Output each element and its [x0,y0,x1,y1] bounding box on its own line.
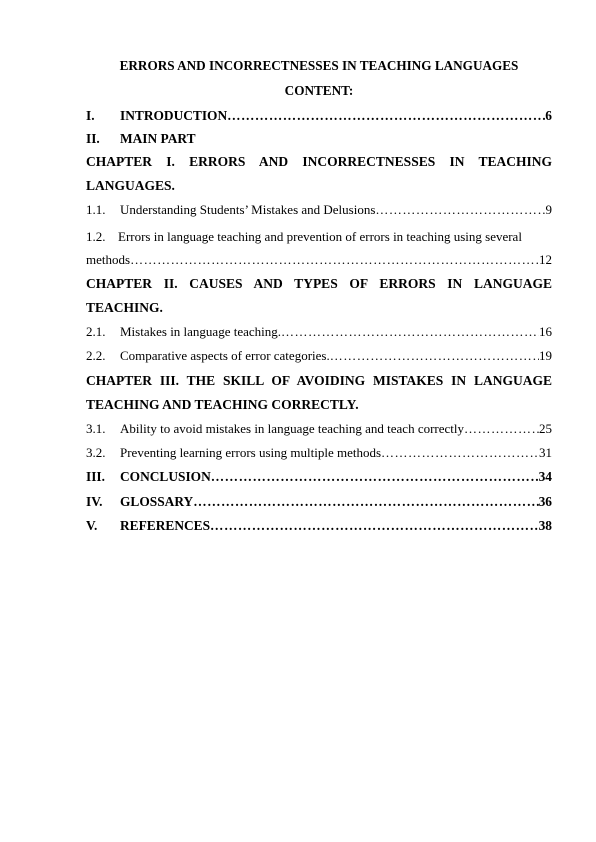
chapter-3-heading-line-1: CHAPTER III. THE SKILL OF AVOIDING MISTAKES IN LANGUAGE [86,373,552,388]
toc-label: Preventing learning errors using multiple methods [120,445,382,460]
toc-entry-glossary[interactable] [86,493,552,511]
toc-entry-3-2[interactable] [86,444,552,462]
toc-page-number: 12 [539,252,552,267]
toc-label: Understanding Students’ Mistakes and Delusions [120,202,376,217]
toc-label: REFERENCES [120,518,211,533]
dot-leader [381,444,539,462]
chapter-1-heading-line-1: CHAPTER I. ERRORS AND INCORRECTNESSES IN TEACHING [86,154,552,169]
toc-label: Mistakes in language teaching. [120,324,282,339]
toc-page-number: 6 [545,108,552,123]
toc-number: V. [86,518,98,533]
toc-page-number: 31 [539,445,552,460]
toc-label: Errors in language teaching and prevention of errors in teaching using several [118,229,522,244]
toc-entry-references[interactable] [86,517,552,535]
toc-label: Ability to avoid mistakes in language teaching and teach correctly [120,421,465,436]
toc-page-number: 19 [539,348,552,363]
toc-page-number: 25 [539,421,552,436]
toc-label: INTRODUCTION [120,108,228,123]
toc-entry-1-2-line-1[interactable] [86,228,552,246]
document-title: ERRORS AND INCORRECTNESSES IN TEACHING LANGUAGES [119,58,519,73]
toc-number: I. [86,108,95,123]
toc-entry-introduction[interactable] [86,107,552,125]
toc-number: III. [86,469,105,484]
toc-page-number: 34 [538,469,552,484]
toc-label: CONCLUSION [120,469,211,484]
chapter-2-heading-line-1: CHAPTER II. CAUSES AND TYPES OF ERRORS IN LANGUAGE [86,276,552,291]
toc-entry-3-1[interactable] [86,420,552,438]
toc-entry-main-part[interactable] [86,130,552,148]
dot-leader [375,201,545,219]
toc-label: Comparative aspects of error categories. [120,348,330,363]
toc-label: GLOSSARY [120,494,194,509]
toc-number: II. [86,131,100,146]
toc-page-number: 38 [538,518,552,533]
toc-page-number: 9 [545,202,552,217]
dot-leader [227,107,545,125]
content-heading: CONTENT: [284,83,354,98]
chapter-2-heading-line-2: TEACHING. [86,300,163,315]
dot-leader [211,468,539,486]
chapter-3-heading-line-2: TEACHING AND TEACHING CORRECTLY. [86,397,359,412]
toc-entry-2-2[interactable] [86,347,552,365]
chapter-1-heading-line-2: LANGUAGES. [86,178,175,193]
dot-leader [464,420,539,438]
toc-number: 2.1. [86,324,106,339]
dot-leader [330,347,539,365]
dot-leader [210,517,539,535]
dot-leader [130,251,539,269]
toc-entry-conclusion[interactable] [86,468,552,486]
toc-number: 1.1. [86,202,106,217]
toc-number: 1.2. [86,229,106,244]
toc-entry-1-1[interactable] [86,201,552,219]
toc-entry-2-1[interactable] [86,323,552,341]
toc-label: methods [86,252,131,267]
toc-entry-1-2-line-2[interactable] [86,251,552,269]
toc-number: 3.1. [86,421,106,436]
dot-leader [193,493,538,511]
toc-page-number: 16 [539,324,552,339]
toc-number: IV. [86,494,103,509]
dot-leader [281,323,539,341]
toc-number: 3.2. [86,445,106,460]
toc-label: MAIN PART [120,131,196,146]
toc-page-number: 36 [538,494,552,509]
toc-number: 2.2. [86,348,106,363]
